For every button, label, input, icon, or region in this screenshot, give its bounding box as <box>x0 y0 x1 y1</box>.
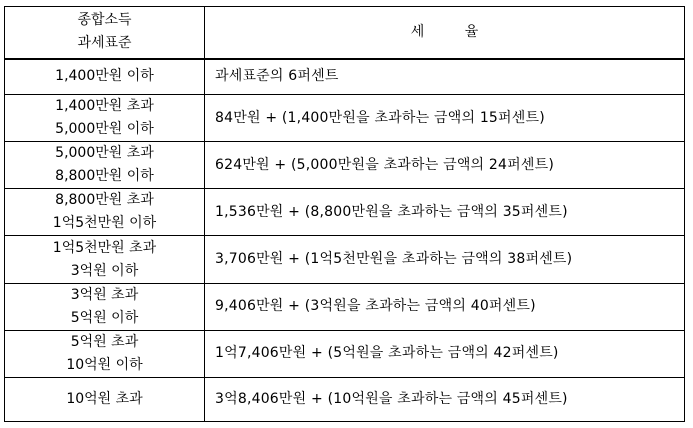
tax-rate-cell: 1,536만원 + (8,800만원을 초과하는 금액의 35퍼센트) <box>205 189 685 236</box>
table-row <box>5 189 685 236</box>
header-tax-base-line1: 종합소득 <box>77 12 132 29</box>
tax-base-line: 1억5천만원 초과 <box>52 239 157 256</box>
tax-base-line: 10억원 이하 <box>66 356 143 373</box>
tax-base-line: 1,400만원 초과 <box>55 98 154 115</box>
tax-base-line: 5억원 초과 <box>70 333 139 350</box>
tax-rate-cell: 84만원 + (1,400만원을 초과하는 금액의 15퍼센트) <box>205 95 685 142</box>
tax-base-line: 3억원 이하 <box>70 262 139 279</box>
tax-base-line: 5억원 이하 <box>70 309 139 326</box>
table-row <box>5 59 685 95</box>
table-body <box>5 59 685 422</box>
table-row <box>5 142 685 189</box>
tax-rate-cell: 1억7,406만원 + (5억원을 초과하는 금액의 42퍼센트) <box>205 330 685 377</box>
tax-base-cell <box>5 283 205 330</box>
table-row <box>5 95 685 142</box>
tax-rate-cell: 624만원 + (5,000만원을 초과하는 금액의 24퍼센트) <box>205 142 685 189</box>
table-row <box>5 236 685 283</box>
table-row <box>5 377 685 421</box>
tax-rate-cell: 과세표준의 6퍼센트 <box>205 59 685 95</box>
header-tax-rate: 세 율 <box>205 7 685 59</box>
table-row <box>5 283 685 330</box>
tax-base-line: 1억5천만원 이하 <box>52 215 157 232</box>
tax-base-line: 5,000만원 초과 <box>55 145 154 162</box>
tax-base-cell <box>5 95 205 142</box>
income-tax-rate-table <box>4 6 685 422</box>
tax-base-line: 10억원 초과 <box>66 390 143 407</box>
tax-base-cell <box>5 189 205 236</box>
tax-base-cell <box>5 236 205 283</box>
table-row <box>5 330 685 377</box>
tax-base-cell <box>5 142 205 189</box>
header-tax-base <box>5 7 205 59</box>
tax-base-line: 8,800만원 이하 <box>55 168 154 185</box>
tax-rate-cell: 3,706만원 + (1억5천만원을 초과하는 금액의 38퍼센트) <box>205 236 685 283</box>
header-row <box>5 7 685 59</box>
tax-rate-cell: 9,406만원 + (3억원을 초과하는 금액의 40퍼센트) <box>205 283 685 330</box>
tax-base-cell <box>5 330 205 377</box>
header-tax-base-line2: 과세표준 <box>77 35 132 52</box>
table-header <box>5 7 685 59</box>
tax-base-line: 5,000만원 이하 <box>55 121 154 138</box>
tax-base-cell <box>5 59 205 95</box>
tax-base-line: 3억원 초과 <box>70 286 139 303</box>
tax-base-line: 8,800만원 초과 <box>55 192 154 209</box>
tax-rate-cell: 3억8,406만원 + (10억원을 초과하는 금액의 45퍼센트) <box>205 377 685 421</box>
tax-base-cell <box>5 377 205 421</box>
tax-base-line: 1,400만원 이하 <box>55 68 154 85</box>
